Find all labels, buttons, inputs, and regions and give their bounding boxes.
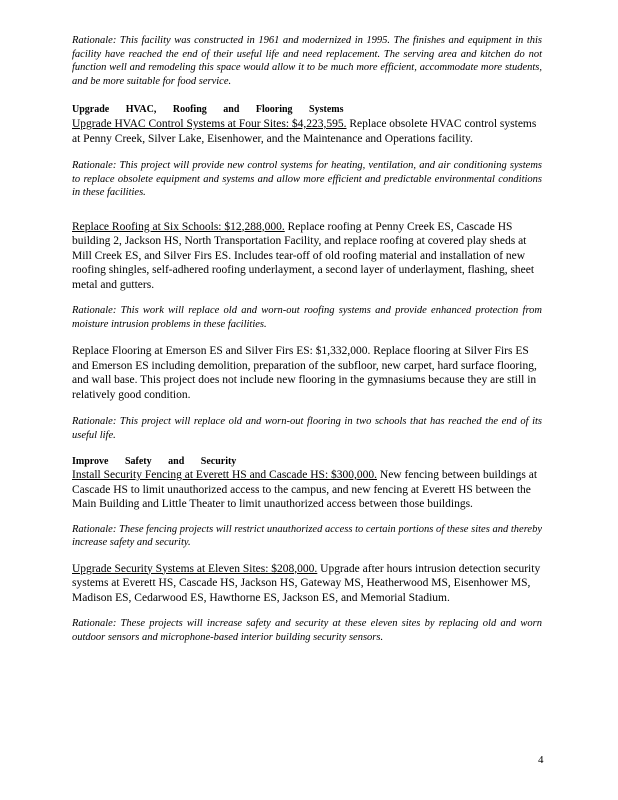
hvac-project-description: Replace obsolete HVAC control systems at Penny Creek, Silver Lake, Eisenhower, and the Maintenance and Operations facility. <box>72 118 537 145</box>
rationale-hvac: Rationale: This project will provide new control systems for heating, ventilation, and air conditioning systems to replace obsolete equipment and systems and allow more efficient and predictable environmental conditions in these facilities. <box>72 160 542 198</box>
fencing-project-description: New fencing between buildings at Cascade HS to limit unauthorized access to the campus, and new fencing at Everett HS between the Main Building and Little Theater to limit unauthorized access between those buildings. <box>72 469 538 510</box>
rationale-flooring: Rationale: This project will replace old and worn-out flooring in two schools that has reached the end of its useful life. <box>72 416 542 441</box>
fencing-project-title: Install Security Fencing at Everett HS and Cascade HS: $300,000. <box>72 469 378 481</box>
hvac-project <box>72 117 542 146</box>
roofing-project <box>72 220 542 293</box>
section-heading-hvac-roofing-flooring: Upgrade HVAC, Roofing and Flooring Systems <box>72 104 344 115</box>
section-heading-safety-security: Improve Safety and Security <box>72 456 237 467</box>
hvac-project-title: Upgrade HVAC Control Systems at Four Sites: $4,223,595. <box>72 118 347 130</box>
security-project-title: Upgrade Security Systems at Eleven Sites: $208,000. <box>72 562 318 575</box>
rationale-security: Rationale: These projects will increase safety and security at these eleven sites by replacing old and worn outdoor sensors and microphone-based interior building security sensors. <box>72 618 542 643</box>
security-project <box>72 562 542 606</box>
roofing-project-description: Replace roofing at Penny Creek ES, Cascade HS building 2, Jackson HS, North Transportation Facility, and replace roofing at covered play sheds at Mill Creek ES, and Silver Firs ES. Includes tear-off of old roofing material and installation of new roofing shingles, self-adhered roofing underlayment, a second layer of underlayment, flashing, sheet metal and gutters. <box>72 220 535 291</box>
rationale-fencing: Rationale: These fencing projects will restrict unauthorized access to certain portions of these sites and thereby increase safety and security. <box>72 523 542 548</box>
rationale-facility: Rationale: This facility was constructed in 1961 and modernized in 1995. The finishes and equipment in this facility have reached the end of their useful life and need replacement. The serving area and kitchen do not function well and remodeling this space would allow it to be much more efficient, accommodate more students, and be more suitable for food service. <box>72 35 542 87</box>
document-page <box>72 34 542 644</box>
rationale-roofing: Rationale: This work will replace old and worn-out roofing systems and provide enhanced protection from moisture intrusion problems in these facilities. <box>72 305 542 330</box>
fencing-project <box>72 468 542 512</box>
flooring-project: Replace Flooring at Emerson ES and Silver Firs ES: $1,332,000. Replace flooring at Silver Firs ES and Emerson ES including demolition, preparation of the subfloor, new carpet, hard surface flooring, and wall base. This project does not include new flooring in the gymnasiums because they are still in relatively good condition. <box>72 345 537 401</box>
page-number: 4 <box>538 754 544 766</box>
security-project-description: Upgrade after hours intrusion detection security systems at Everett HS, Cascade HS, Jackson HS, Gateway MS, Heatherwood MS, Eisenhower MS, Madison ES, Cedarwood ES, Hawthorne ES, Jackson ES, and Memorial Stadium. <box>72 562 541 604</box>
roofing-project-title: Replace Roofing at Six Schools: $12,288,000. <box>72 220 285 233</box>
